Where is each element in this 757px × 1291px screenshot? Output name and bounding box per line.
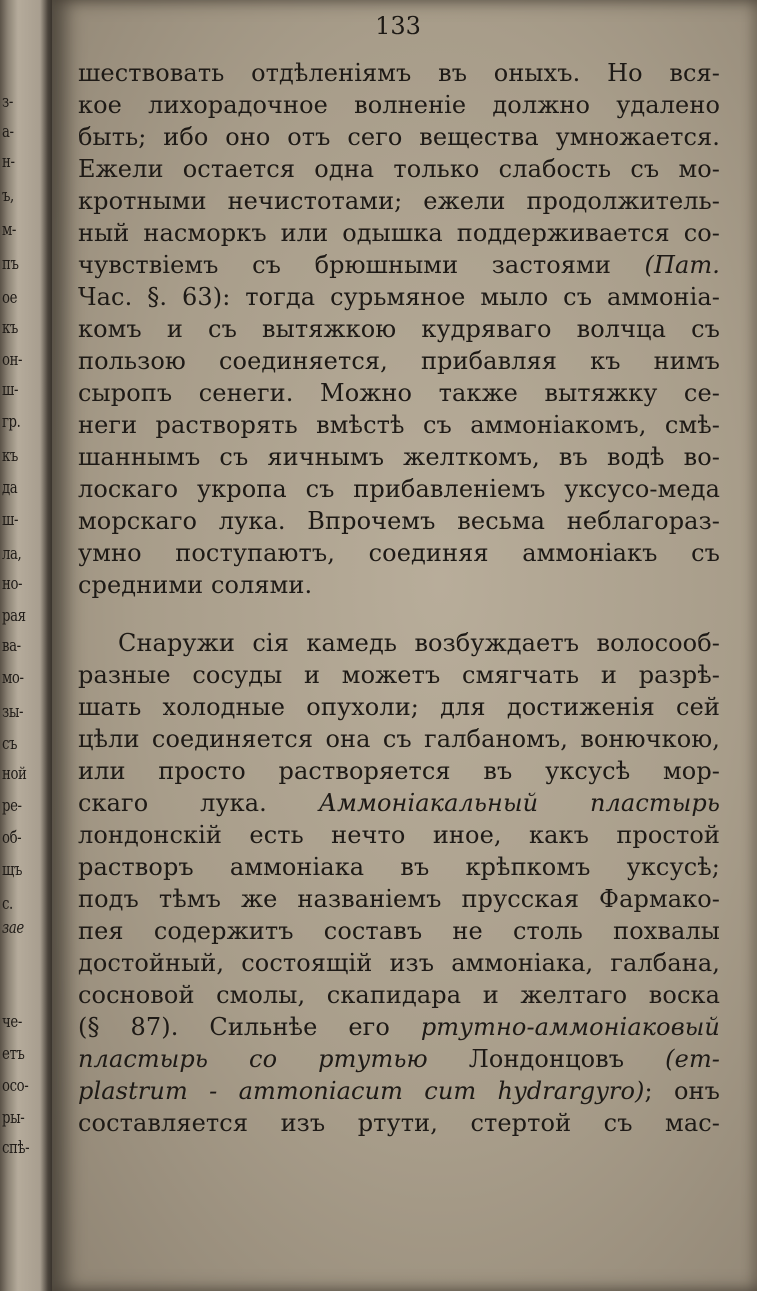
- text-segment: чувствіемъ съ брюшными застоями: [78, 251, 611, 279]
- text-line: шаннымъ съ яичнымъ желткомъ, въ водѣ во-: [78, 443, 720, 471]
- italic-reference: (Пат.: [644, 251, 720, 279]
- prev-page-fragment: ое: [2, 288, 18, 308]
- prev-page-fragment: ъ,: [2, 186, 14, 206]
- text-line: умно поступаютъ, соединяя аммоніакъ съ: [78, 539, 720, 567]
- prev-page-fragment: рая: [2, 606, 26, 626]
- prev-page-fragment: а-: [2, 122, 14, 142]
- prev-page-fragment: осо-: [2, 1076, 29, 1096]
- text-line: кротными нечистотами; ежели продолжитель-: [78, 187, 720, 215]
- prev-page-fragment: пъ: [2, 254, 19, 274]
- text-line: цѣли соединяется она съ галбаномъ, вонючкою,: [78, 725, 720, 753]
- text-line-with-italic-term: [78, 1012, 720, 1042]
- prev-page-fragment: ре-: [2, 796, 22, 816]
- text-line: составляется изъ ртути, стертой съ мас-: [78, 1109, 720, 1137]
- italic-term: (em-: [665, 1045, 720, 1073]
- prev-page-fragment: мо-: [2, 668, 24, 688]
- text-line-with-italic-term: [78, 788, 720, 818]
- prev-page-fragment: н-: [2, 152, 15, 172]
- prev-page-fragment: ла,: [2, 544, 22, 564]
- text-segment: (§ 87). Сильнѣе его: [78, 1013, 390, 1041]
- text-line: Ежели остается одна только слабость съ мо-: [78, 155, 720, 183]
- prev-page-fragment: он-: [2, 350, 23, 370]
- text-line: растворъ аммоніака въ крѣпкомъ уксусѣ;: [78, 853, 720, 881]
- text-line: Час. §. 63): тогда сурьмяное мыло съ аммоніа-: [78, 283, 720, 311]
- prev-page-fragment: ш-: [2, 510, 19, 530]
- text-line: сосновой смолы, скапидара и желтаго воска: [78, 981, 720, 1009]
- text-line-with-italic-term: [78, 1044, 720, 1074]
- italic-term: пластырь со ртутью: [78, 1045, 428, 1073]
- prev-page-fragment: съ: [2, 734, 18, 754]
- text-line-with-italic-term: [78, 1076, 720, 1106]
- prev-page-fragment: м-: [2, 220, 17, 240]
- text-line: шать холодные опухоли; для достиженія сей: [78, 693, 720, 721]
- prev-page-fragment: гр.: [2, 412, 21, 432]
- text-line: или просто растворяется въ уксусѣ мор-: [78, 757, 720, 785]
- text-line: шествовать отдѣленіямъ въ оныхъ. Но вся-: [78, 59, 720, 87]
- prev-page-fragment: къ: [2, 446, 18, 466]
- prev-page-fragment: но-: [2, 574, 23, 594]
- previous-page-edge: [0, 0, 50, 1291]
- prev-page-fragment: ш-: [2, 380, 19, 400]
- text-line: кое лихорадочное волненіе должно удалено: [78, 91, 720, 119]
- text-segment: ; онъ: [644, 1077, 720, 1105]
- text-line: морскаго лука. Впрочемъ весьма неблагораз-: [78, 507, 720, 535]
- page-number: 133: [375, 12, 421, 40]
- text-line: достойный, состоящій изъ аммоніака, галбана,: [78, 949, 720, 977]
- text-line: комъ и съ вытяжкою кудряваго волчца съ: [78, 315, 720, 343]
- text-line: сыропъ сенеги. Можно также вытяжку се-: [78, 379, 720, 407]
- text-line: средними солями.: [78, 571, 313, 599]
- text-line: Снаружи сія камедь возбуждаетъ волосооб-: [118, 629, 720, 657]
- text-line-with-reference: [78, 250, 720, 280]
- prev-page-fragment: да: [2, 478, 18, 498]
- text-segment: скаго лука.: [78, 789, 267, 817]
- text-line: неги растворять вмѣстѣ съ аммоніакомъ, смѣ-: [78, 411, 720, 439]
- prev-page-fragment: къ: [2, 318, 18, 338]
- text-line: быть; ибо оно отъ сего вещества умножается.: [78, 123, 720, 151]
- prev-page-fragment: спѣ-: [2, 1138, 30, 1158]
- text-line: пользою соединяется, прибавляя къ нимъ: [78, 347, 720, 375]
- prev-page-fragment: щъ: [2, 860, 22, 880]
- book-page: [52, 0, 757, 1291]
- text-line: лоскаго укропа съ прибавленіемъ уксусо-меда: [78, 475, 720, 503]
- prev-page-fragment: ной: [2, 764, 27, 784]
- text-segment: Лондонцовъ: [468, 1045, 625, 1073]
- prev-page-fragment: че-: [2, 1012, 22, 1032]
- prev-page-fragment: з-: [2, 92, 13, 112]
- text-line: ный насморкъ или одышка поддерживается со-: [78, 219, 720, 247]
- prev-page-fragment: об-: [2, 828, 22, 848]
- prev-page-fragment: зае: [2, 918, 24, 938]
- italic-term: Аммоніакальный пластырь: [318, 789, 720, 817]
- prev-page-fragment: етъ: [2, 1044, 25, 1064]
- italic-term: plastrum - ammoniacum cum hydrargyro): [78, 1077, 645, 1105]
- prev-page-fragment: зы-: [2, 702, 24, 722]
- text-line: пея содержитъ составъ не столь похвалы: [78, 917, 720, 945]
- prev-page-fragment: ры-: [2, 1108, 25, 1128]
- text-line: разные сосуды и можетъ смягчать и разрѣ-: [78, 661, 720, 689]
- prev-page-fragment: ва-: [2, 636, 21, 656]
- prev-page-fragment: с.: [2, 894, 13, 914]
- text-line: лондонскій есть нечто иное, какъ простой: [78, 821, 720, 849]
- italic-term: ртутно-аммоніаковый: [420, 1013, 720, 1041]
- text-line: подъ тѣмъ же названіемъ прусская Фармако-: [78, 885, 720, 913]
